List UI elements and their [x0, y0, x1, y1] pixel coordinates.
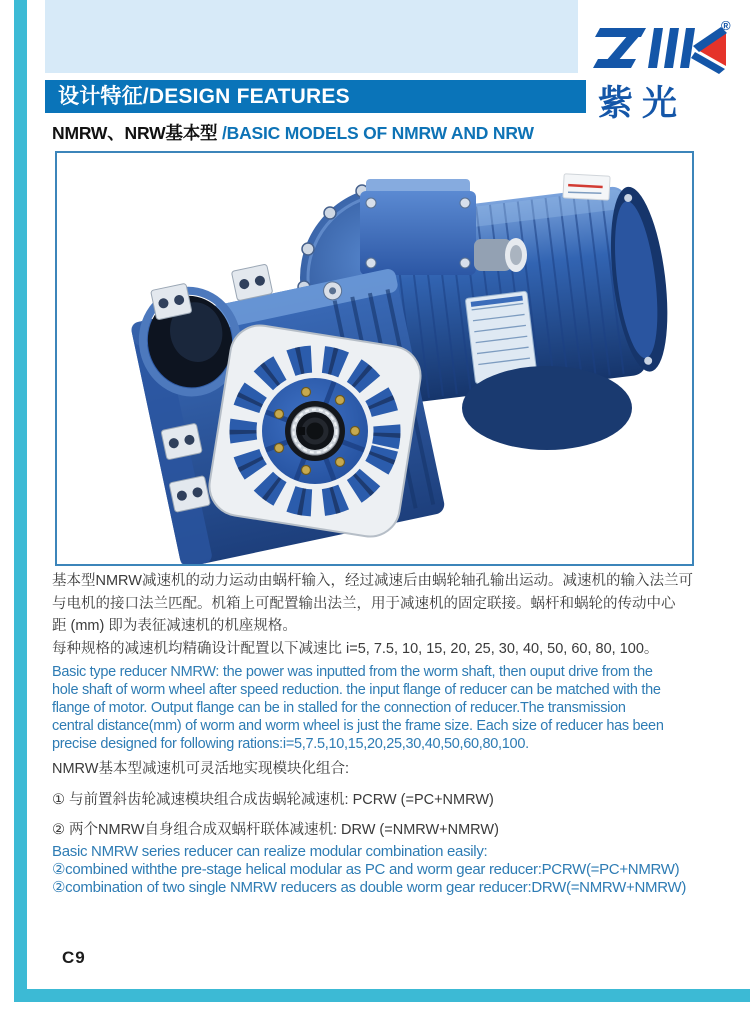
intro-zh-line: 基本型NMRW减速机的动力运动由蜗杆输入，经过减速后由蜗轮轴孔输出运动。减速机的输入法兰可 — [52, 573, 693, 589]
brand-logo — [588, 18, 738, 136]
intro-zh-line: 距 (mm) 即为表征减速机的机座规格。 — [52, 618, 297, 634]
motor-underside — [462, 366, 632, 450]
modular-en-line: ②combined withthe pre-stage helical modular as PC and worm gear reducer:PCRW(=PC+NMRW) — [52, 861, 680, 878]
intro-en-line: hole shaft of worm wheel after speed reduction. the input flange of reducer can be matched with the — [52, 682, 661, 698]
modular-heading-zh: NMRW基本型减速机可灵活地实现模块化组合: — [52, 761, 349, 777]
zik-mark-icon — [588, 24, 738, 74]
intro-paragraph-zh — [52, 570, 704, 660]
modular-item-1: ① 与前置斜齿轮减速模块组合成齿蜗轮减速机: PCRW (=PC+NMRW) — [52, 792, 494, 808]
registered-mark: ® — [721, 18, 731, 33]
modular-en-line: ②combination of two single NMRW reducers as double worm gear reducer:DRW(=NMRW+NMRW) — [52, 879, 687, 896]
intro-en-line: flange of motor. Output flange can be in stalled for the connection of reducer.The transmission — [52, 700, 626, 716]
section-bar — [45, 80, 586, 113]
intro-en-line: central distance(mm) of worm and worm wheel is just the frame size. Each size of reducer has been — [52, 718, 664, 734]
output-flange — [205, 321, 425, 541]
header-highlight — [45, 0, 578, 73]
intro-en-line: Basic type reducer NMRW: the power was inputted from the worm shaft, then ouput drive from the — [52, 664, 653, 680]
keyway — [298, 427, 305, 435]
product-image — [57, 153, 692, 564]
intro-zh-line: 每种规格的减速机均精确设计配置以下减速比 i=5, 7.5, 10, 15, 20, 25, 30, 40, 50, 60, 80, 100。 — [52, 640, 659, 657]
page-frame-bottom — [14, 989, 750, 1002]
page-frame-left — [14, 0, 27, 1002]
page-title-en: /BASIC MODELS OF NMRW AND NRW — [222, 123, 534, 143]
modular-item-2: ② 两个NMRW自身组合成双蜗杆联体减速机: DRW (=NMRW+NMRW) — [52, 822, 499, 838]
brand-name: 紫光 — [598, 84, 687, 123]
intro-paragraph-en — [52, 663, 704, 753]
page-title-zh: NMRW、NRW基本型 — [52, 123, 222, 143]
modular-paragraph-en — [52, 843, 712, 897]
page-number: C9 — [62, 948, 86, 967]
modular-en-line: Basic NMRW series reducer can realize modular combination easily: — [52, 843, 488, 860]
page-title — [52, 120, 534, 145]
intro-zh-line: 与电机的接口法兰匹配。机箱上可配置输出法兰，用于减速机的固定联接。蜗杆和蜗轮的传动中心 — [52, 595, 676, 612]
section-bar-title: 设计特征/DESIGN FEATURES — [58, 85, 350, 108]
product-figure — [55, 151, 694, 566]
intro-en-line: precise designed for following rations:i=5,7.5,10,15,20,25,30,40,50,60,80,100. — [52, 736, 529, 752]
